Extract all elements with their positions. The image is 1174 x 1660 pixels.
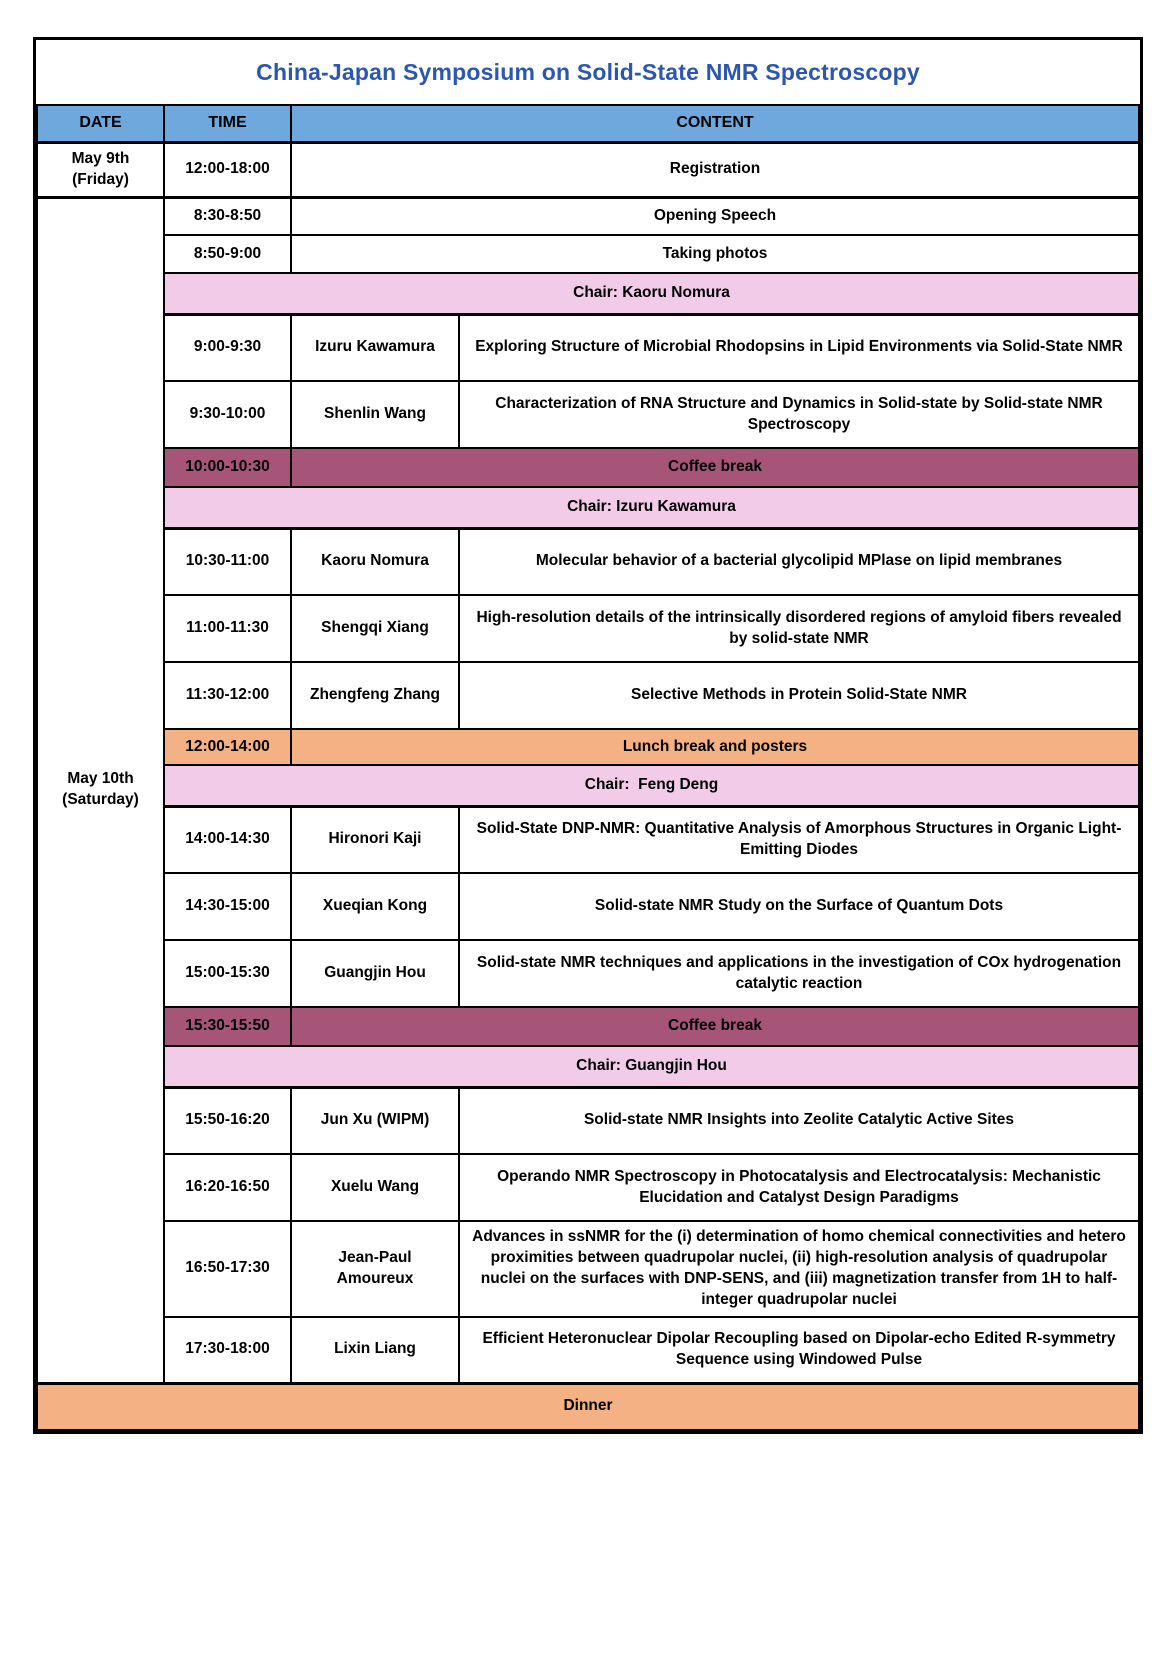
event-cell: Lunch break and posters — [291, 729, 1139, 765]
talk-row — [37, 873, 1139, 940]
coffee-break-row — [37, 448, 1139, 487]
page-title-block — [36, 40, 1140, 104]
chair-label-cell: Chair: Izuru Kawamura — [164, 487, 1139, 528]
speaker-cell: Lixin Liang — [291, 1317, 459, 1384]
talk-row — [37, 595, 1139, 662]
time-cell: 12:00-18:00 — [164, 142, 291, 197]
schedule-row — [37, 197, 1139, 235]
event-cell: Coffee break — [291, 448, 1139, 487]
table-header-row — [37, 105, 1139, 142]
header-content: CONTENT — [291, 105, 1139, 142]
time-cell: 16:20-16:50 — [164, 1154, 291, 1221]
speaker-cell: Shenlin Wang — [291, 381, 459, 448]
speaker-cell: Xuelu Wang — [291, 1154, 459, 1221]
time-cell: 9:30-10:00 — [164, 381, 291, 448]
talk-title-cell: Solid-state NMR techniques and applications in the investigation of COx hydrogenation catalytic reaction — [459, 940, 1139, 1007]
time-cell: 16:50-17:30 — [164, 1221, 291, 1317]
dinner-row — [37, 1384, 1139, 1430]
talk-title-cell: Efficient Heteronuclear Dipolar Recoupling based on Dipolar-echo Edited R-symmetry Sequence using Windowed Pulse — [459, 1317, 1139, 1384]
time-cell: 15:00-15:30 — [164, 940, 291, 1007]
talk-title-cell: Molecular behavior of a bacterial glycolipid MPlase on lipid membranes — [459, 528, 1139, 595]
talk-title-cell: Advances in ssNMR for the (i) determination of homo chemical connectivities and hetero proximities between quadrupolar nuclei, (ii) high-resolution analysis of quadrupolar nuclei on the surfaces with DNP-SENS, and (iii) magnetization transfer from 1H to half-integer quadrupolar nuclei — [459, 1221, 1139, 1317]
talk-title-cell: Solid-state NMR Study on the Surface of Quantum Dots — [459, 873, 1139, 940]
date-cell — [37, 142, 164, 197]
time-cell: 12:00-14:00 — [164, 729, 291, 765]
speaker-cell: Izuru Kawamura — [291, 314, 459, 381]
time-cell: 15:50-16:20 — [164, 1087, 291, 1154]
date-line2: (Saturday) — [62, 791, 139, 809]
talk-title-cell: Operando NMR Spectroscopy in Photocatalysis and Electrocatalysis: Mechanistic Elucidation and Catalyst Design Paradigms — [459, 1154, 1139, 1221]
talk-row — [37, 1221, 1139, 1317]
date-line1: May 10th — [67, 770, 134, 788]
talk-title-cell: Characterization of RNA Structure and Dynamics in Solid-state by Solid-state NMR Spectroscopy — [459, 381, 1139, 448]
time-cell: 9:00-9:30 — [164, 314, 291, 381]
speaker-cell: Kaoru Nomura — [291, 528, 459, 595]
time-cell: 14:30-15:00 — [164, 873, 291, 940]
chair-label-cell: Chair: Guangjin Hou — [164, 1046, 1139, 1087]
schedule-body — [37, 142, 1139, 1430]
talk-row — [37, 940, 1139, 1007]
time-cell: 11:30-12:00 — [164, 662, 291, 729]
lunch-break-row — [37, 729, 1139, 765]
date-line1: May 9th — [71, 149, 130, 167]
chair-row — [37, 273, 1139, 314]
schedule-row — [37, 142, 1139, 197]
schedule-row — [37, 235, 1139, 273]
chair-label-cell: Chair: Kaoru Nomura — [164, 273, 1139, 314]
chair-row — [37, 1046, 1139, 1087]
talk-row — [37, 528, 1139, 595]
time-cell: 10:30-11:00 — [164, 528, 291, 595]
talk-row — [37, 1154, 1139, 1221]
time-cell: 8:50-9:00 — [164, 235, 291, 273]
header-date: DATE — [37, 105, 164, 142]
schedule-table-frame — [33, 37, 1143, 1434]
talk-title-cell: Solid-state NMR Insights into Zeolite Catalytic Active Sites — [459, 1087, 1139, 1154]
time-cell: 11:00-11:30 — [164, 595, 291, 662]
dinner-cell: Dinner — [37, 1384, 1139, 1430]
speaker-cell: Xueqian Kong — [291, 873, 459, 940]
chair-label-cell: Chair: Feng Deng — [164, 765, 1139, 806]
page-title: China-Japan Symposium on Solid-State NMR Spectroscopy — [256, 58, 920, 85]
time-cell: 15:30-15:50 — [164, 1007, 291, 1046]
talk-row — [37, 662, 1139, 729]
speaker-cell: Guangjin Hou — [291, 940, 459, 1007]
talk-title-cell: Selective Methods in Protein Solid-State NMR — [459, 662, 1139, 729]
speaker-cell: Zhengfeng Zhang — [291, 662, 459, 729]
talk-row — [37, 1087, 1139, 1154]
speaker-cell: Hironori Kaji — [291, 806, 459, 873]
event-cell: Taking photos — [291, 235, 1139, 273]
talk-row — [37, 1317, 1139, 1384]
event-cell: Registration — [291, 142, 1139, 197]
schedule-table — [36, 104, 1140, 1431]
time-cell: 17:30-18:00 — [164, 1317, 291, 1384]
talk-title-cell: Solid-State DNP-NMR: Quantitative Analysis of Amorphous Structures in Organic Light-Emitting Diodes — [459, 806, 1139, 873]
header-time: TIME — [164, 105, 291, 142]
talk-row — [37, 806, 1139, 873]
event-cell: Coffee break — [291, 1007, 1139, 1046]
coffee-break-row — [37, 1007, 1139, 1046]
speaker-cell: Shengqi Xiang — [291, 595, 459, 662]
speaker-cell: Jun Xu (WIPM) — [291, 1087, 459, 1154]
date-cell — [37, 197, 164, 1384]
time-cell: 8:30-8:50 — [164, 197, 291, 235]
talk-title-cell: High-resolution details of the intrinsically disordered regions of amyloid fibers revealed by solid-state NMR — [459, 595, 1139, 662]
chair-row — [37, 765, 1139, 806]
date-line2: (Friday) — [72, 170, 129, 188]
event-cell: Opening Speech — [291, 197, 1139, 235]
talk-row — [37, 314, 1139, 381]
time-cell: 14:00-14:30 — [164, 806, 291, 873]
talk-row — [37, 381, 1139, 448]
time-cell: 10:00-10:30 — [164, 448, 291, 487]
talk-title-cell: Exploring Structure of Microbial Rhodopsins in Lipid Environments via Solid-State NMR — [459, 314, 1139, 381]
chair-row — [37, 487, 1139, 528]
speaker-cell: Jean-Paul Amoureux — [291, 1221, 459, 1317]
